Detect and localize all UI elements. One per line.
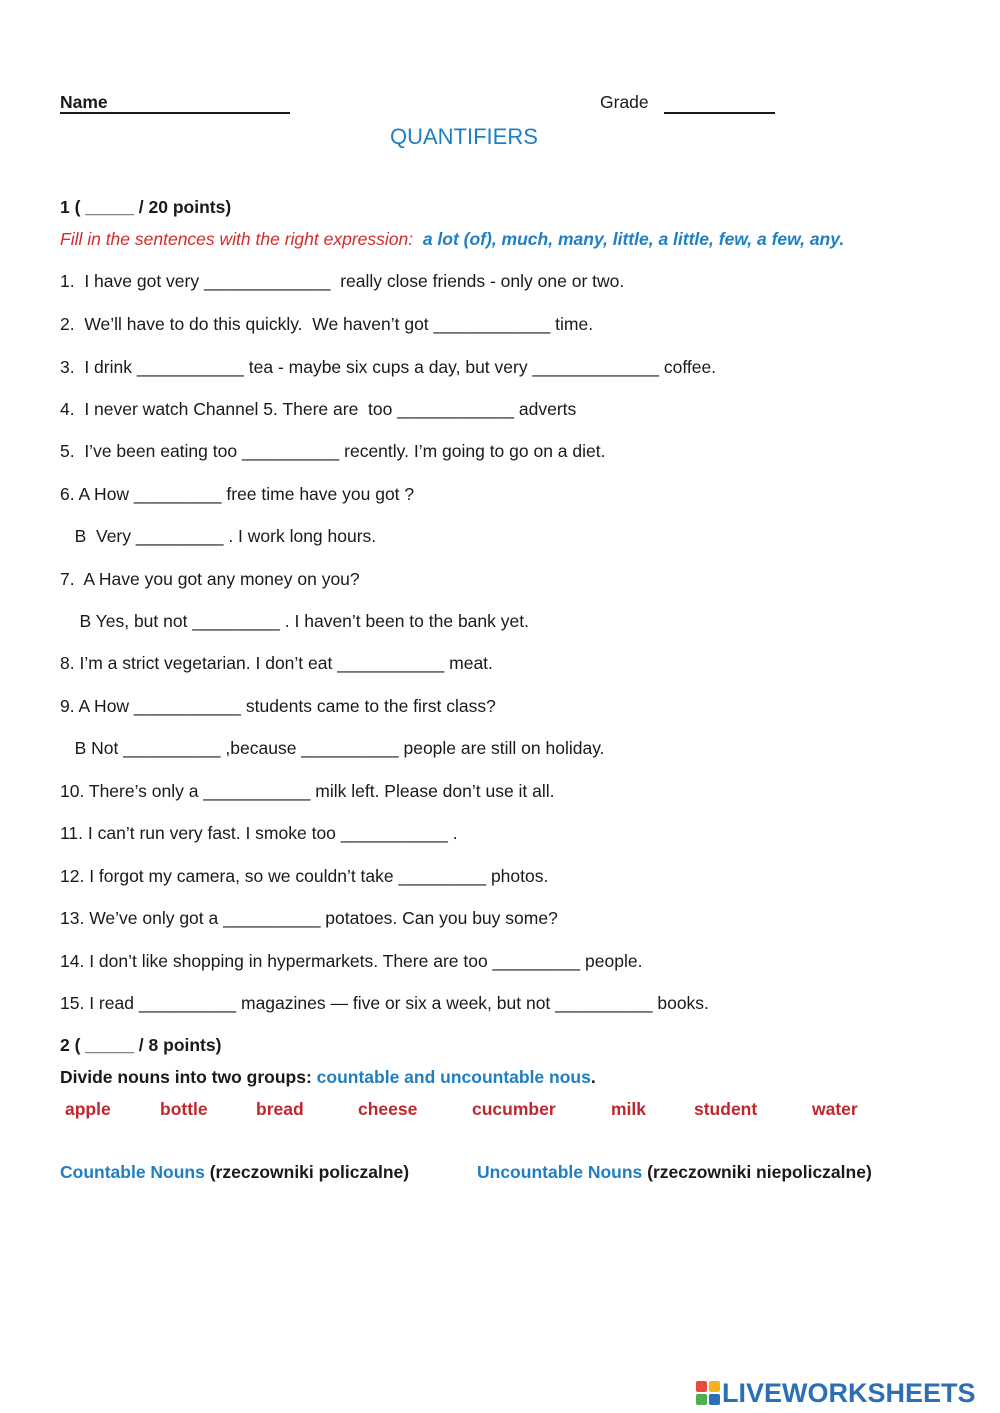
noun-cucumber[interactable]: cucumber (472, 1099, 556, 1119)
countable-nouns-heading (60, 1162, 409, 1183)
grade-field[interactable] (664, 112, 775, 114)
logo-text: LIVEWORKSHEETS (722, 1377, 976, 1408)
sentence-15[interactable]: 12. I forgot my camera, so we couldn’t take _________ photos. (60, 866, 549, 886)
noun-water[interactable]: water (812, 1099, 858, 1119)
logo-square (696, 1394, 707, 1405)
sentence-13[interactable]: 10. There’s only a ___________ milk left. Please don’t use it all. (60, 781, 555, 801)
section2-instruction (60, 1067, 596, 1088)
logo-square (696, 1381, 707, 1392)
sentence-2[interactable]: 2. We’ll have to do this quickly. We haven’t got ____________ time. (60, 314, 594, 334)
countable-polish: (rzeczowniki policzalne) (204, 1162, 410, 1182)
sentence-5[interactable]: 5. I’ve been eating too __________ recently. I’m going to go on a diet. (60, 441, 606, 461)
page-title: QUANTIFIERS (390, 124, 538, 149)
grade-label: Grade (600, 92, 649, 112)
countable-label: Countable Nouns (60, 1162, 205, 1182)
sentence-3[interactable]: 3. I drink ___________ tea - maybe six cups a day, but very _____________ coffee. (60, 357, 717, 377)
sentence-17[interactable]: 14. I don’t like shopping in hypermarkets. There are too _________ people. (60, 951, 643, 971)
sentence-10[interactable]: 8. I’m a strict vegetarian. I don’t eat ___________ meat. (60, 653, 493, 673)
sentence-6[interactable]: 6. A How _________ free time have you got ? (60, 484, 415, 504)
noun-apple[interactable]: apple (65, 1099, 111, 1119)
section2-instruction-end: . (590, 1067, 596, 1087)
section1-instruction (60, 229, 844, 250)
uncountable-label: Uncountable Nouns (477, 1162, 643, 1182)
liveworksheets-logo (696, 1378, 976, 1408)
section1-heading: 1 ( _____ / 20 points) (60, 197, 232, 217)
section2-instruction-start: Divide nouns into two groups: (60, 1067, 317, 1087)
noun-bread[interactable]: bread (256, 1099, 304, 1119)
uncountable-polish: (rzeczowniki niepoliczalne) (642, 1162, 872, 1182)
sentence-16[interactable]: 13. We’ve only got a __________ potatoes. Can you buy some? (60, 908, 558, 928)
noun-bottle[interactable]: bottle (160, 1099, 208, 1119)
sentence-11[interactable]: 9. A How ___________ students came to the first class? (60, 696, 496, 716)
section2-instruction-highlight: countable and uncountable nous (316, 1067, 591, 1087)
name-field[interactable] (60, 112, 290, 114)
noun-cheese[interactable]: cheese (358, 1099, 418, 1119)
sentence-18[interactable]: 15. I read __________ magazines — five or six a week, but not __________ books. (60, 993, 709, 1013)
logo-square (709, 1394, 720, 1405)
name-label: Name (60, 92, 108, 112)
uncountable-nouns-heading (477, 1162, 872, 1183)
instruction-options: a lot (of), much, many, little, a little, few, a few, any. (422, 229, 845, 249)
section2-heading: 2 ( _____ / 8 points) (60, 1035, 222, 1055)
sentence-12[interactable]: B Not __________ ,because __________ people are still on holiday. (60, 738, 605, 758)
noun-milk[interactable]: milk (611, 1099, 647, 1119)
sentence-8[interactable]: 7. A Have you got any money on you? (60, 569, 360, 589)
noun-student[interactable]: student (694, 1099, 758, 1119)
sentence-9[interactable]: B Yes, but not _________ . I haven’t been to the bank yet. (60, 611, 529, 631)
logo-square (709, 1381, 720, 1392)
sentence-7[interactable]: B Very _________ . I work long hours. (60, 526, 377, 546)
logo-icon (696, 1381, 720, 1405)
sentence-14[interactable]: 11. I can’t run very fast. I smoke too ___________ . (60, 823, 458, 843)
sentence-1[interactable]: 1. I have got very _____________ really close friends - only one or two. (60, 271, 625, 291)
sentence-4[interactable]: 4. I never watch Channel 5. There are too ____________ adverts (60, 399, 577, 419)
instruction-text: Fill in the sentences with the right expression: (60, 229, 414, 249)
